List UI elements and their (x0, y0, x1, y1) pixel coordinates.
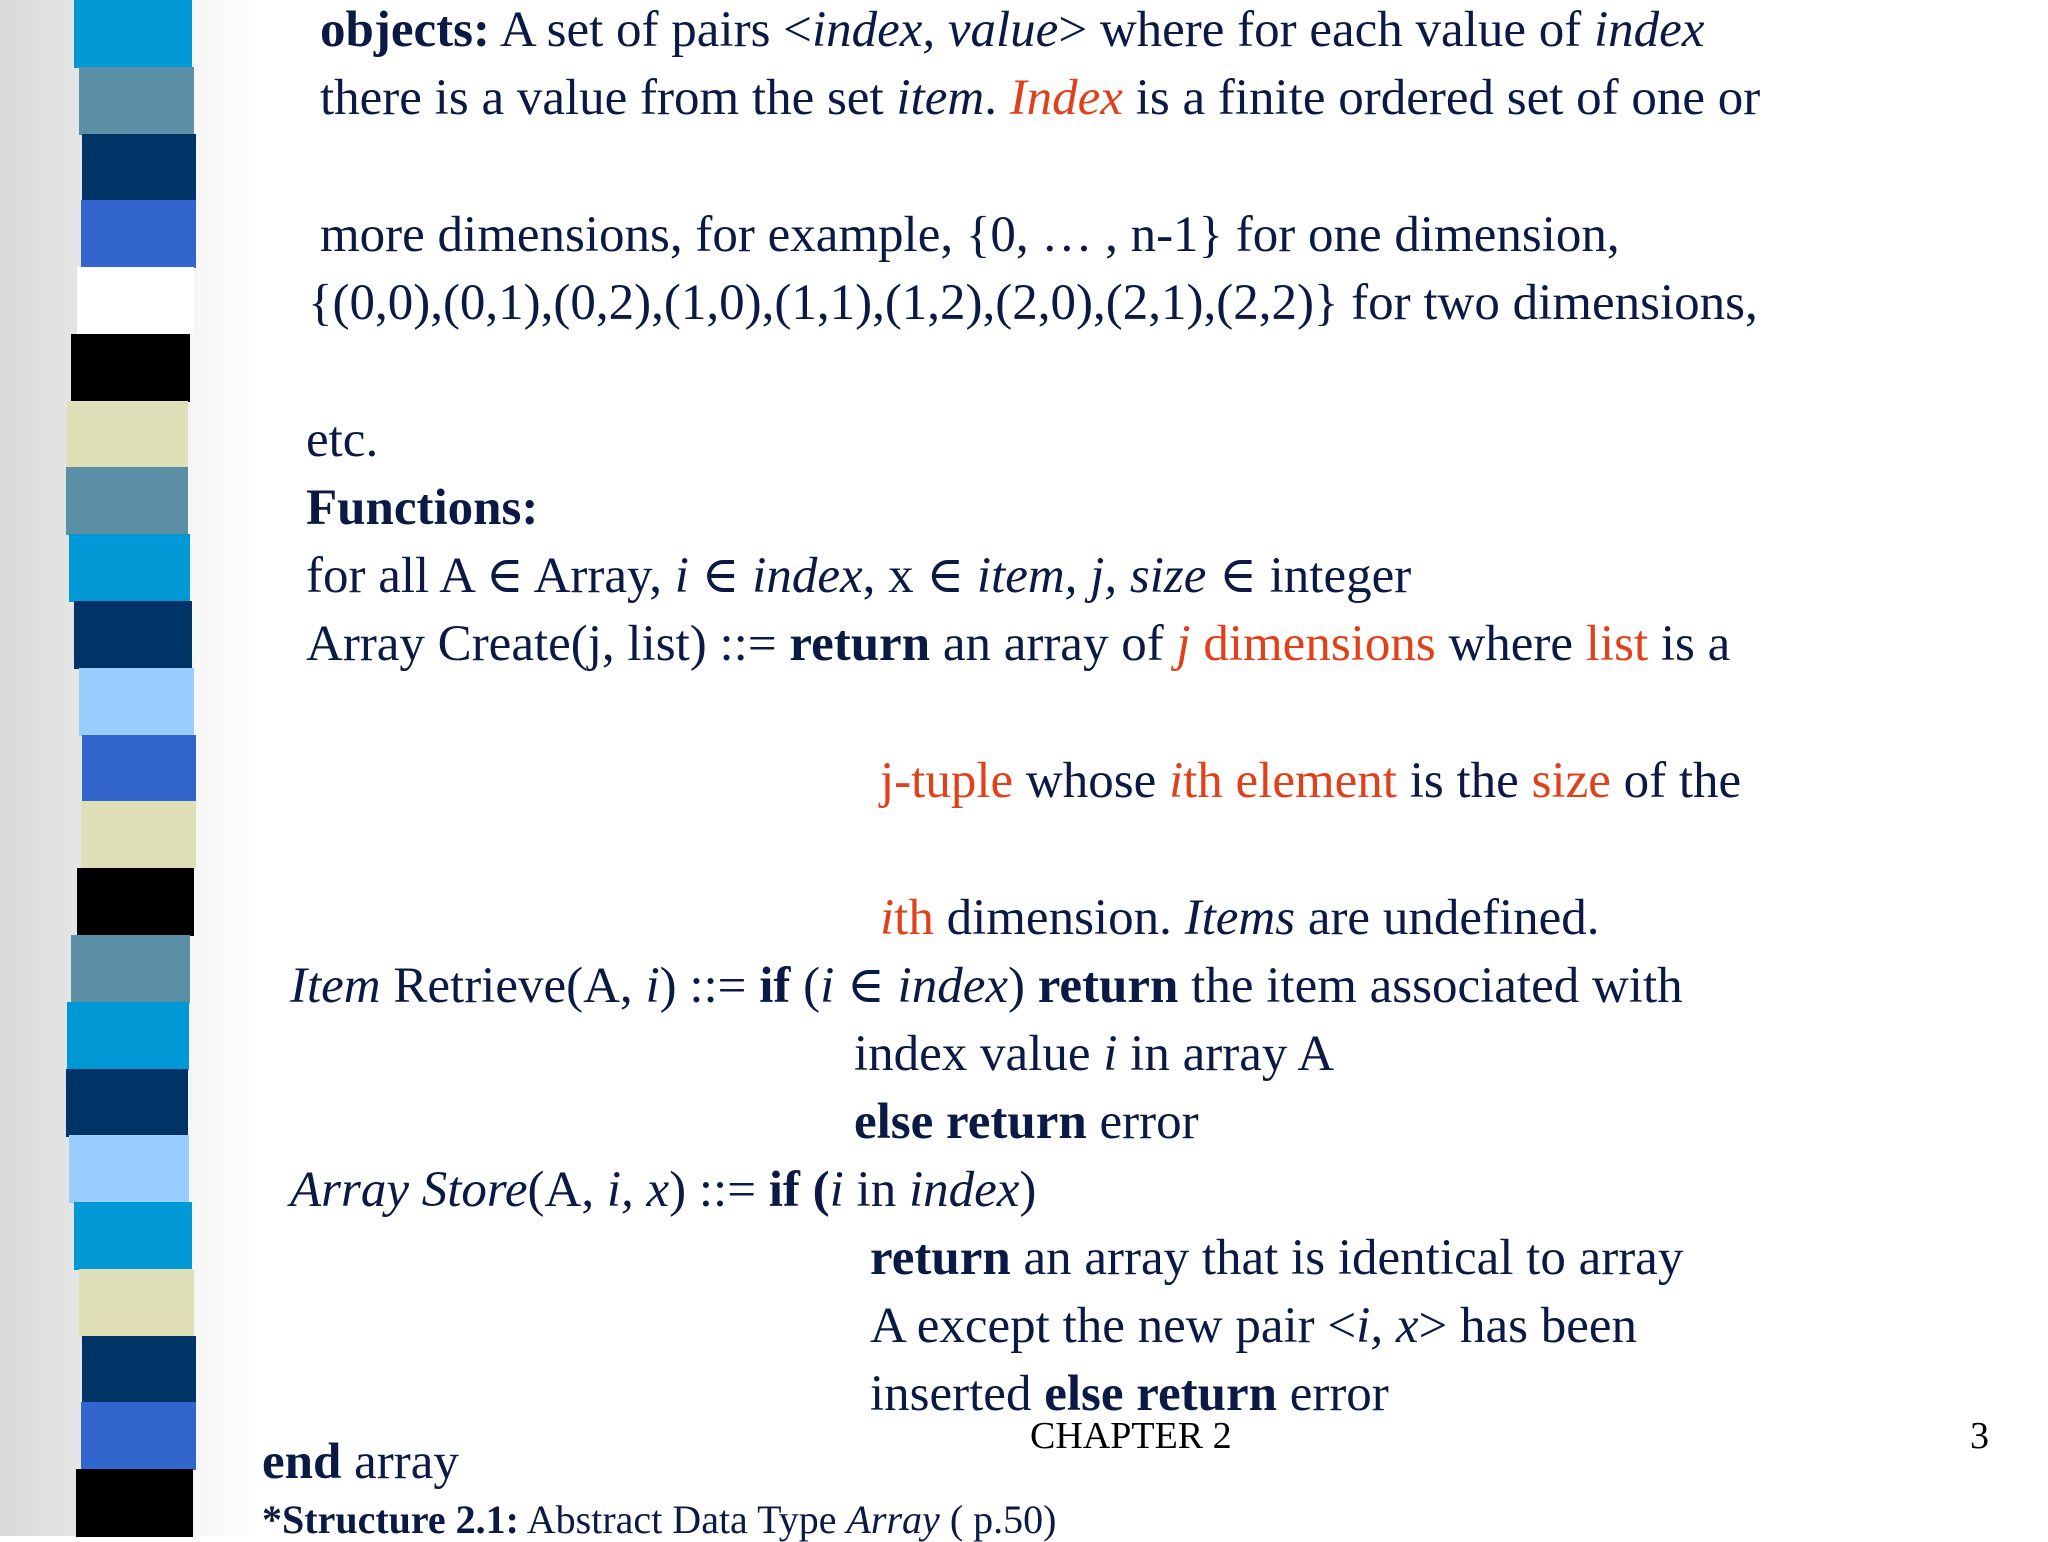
text-run: in (843, 1162, 909, 1218)
text-run: list (1585, 616, 1649, 672)
stripe-segment (82, 735, 196, 803)
text-run: j (1176, 616, 1191, 672)
text-run: > has been (1418, 1298, 1638, 1354)
text-run: A except the new pair < (870, 1298, 1357, 1354)
text-run: end (262, 1434, 342, 1490)
text-run: i (820, 958, 835, 1014)
text-run: of the (1610, 753, 1742, 809)
text-run: ( (790, 958, 821, 1014)
array-store-line-3 (870, 1296, 1637, 1356)
stripe-segment (66, 1069, 188, 1137)
text-run: ∈ (834, 958, 898, 1014)
stripe-segment (67, 1002, 189, 1070)
objects-line-5 (306, 410, 378, 470)
text-run: index (897, 958, 1008, 1014)
item-retrieve-line-2 (854, 1024, 1334, 1084)
text-run: Retrieve(A, (380, 958, 646, 1014)
text-run: i (829, 1162, 844, 1218)
objects-line-1 (320, 0, 1704, 60)
for-all-line (306, 546, 1411, 606)
stripe-segment (82, 1336, 196, 1404)
text-run: where (1435, 616, 1586, 672)
text-run: > where for each value of (1058, 2, 1594, 58)
text-run: i (880, 890, 895, 946)
text-run: Index (1009, 70, 1123, 126)
text-run: size (1531, 753, 1611, 809)
functions-heading (306, 478, 538, 538)
stripe-segment (81, 1402, 196, 1470)
text-run: Array (846, 1497, 940, 1542)
array-store-line-1 (290, 1160, 1036, 1220)
text-run: Item (290, 958, 381, 1014)
text-run: Array Store (290, 1162, 528, 1218)
stripe-segment (77, 868, 194, 936)
text-run: an array of (930, 616, 1177, 672)
text-run: , x ∈ (862, 548, 977, 604)
page-number: 3 (1970, 1415, 1989, 1457)
stripe-segment (74, 601, 192, 669)
decorative-stripe-bar (0, 0, 260, 1536)
end-array-line (262, 1432, 459, 1492)
text-run: i (645, 958, 660, 1014)
stripe-segment (66, 467, 188, 535)
stripe-segment (76, 1469, 193, 1537)
text-run: i (1103, 1026, 1118, 1082)
stripe-segment (69, 1135, 189, 1203)
text-run: *Structure 2.1: (262, 1497, 519, 1542)
text-run: array (341, 1434, 459, 1490)
text-run: etc. (306, 412, 379, 468)
text-run: is a finite ordered set of one or (1122, 70, 1761, 126)
text-run: if ( (768, 1162, 830, 1218)
text-run: whose (1013, 753, 1169, 809)
text-run: index, value (811, 2, 1059, 58)
text-run: ) (1007, 958, 1038, 1014)
text-run: i, x (1356, 1298, 1419, 1354)
text-run: j-tuple (880, 753, 1014, 809)
text-run: i, x (606, 1162, 670, 1218)
text-run: return (1037, 958, 1179, 1014)
stripe-segment (79, 1269, 194, 1337)
stripe-segment (74, 1202, 192, 1270)
text-run: A set of pairs < (489, 2, 812, 58)
text-run: Array Create(j, list) ::= (306, 616, 790, 672)
stripe-segment (71, 334, 190, 402)
item-retrieve-line-3 (854, 1092, 1199, 1152)
text-run: Functions: (306, 480, 539, 536)
stripe-segment (69, 534, 190, 602)
objects-line-4 (308, 273, 1758, 333)
text-run: ( p.50) (939, 1497, 1057, 1542)
text-run: are undefined. (1295, 890, 1600, 946)
stripe-segment (81, 801, 196, 869)
text-run: return (789, 616, 931, 672)
text-run: ) (1019, 1162, 1037, 1218)
stripe-segment (81, 200, 196, 268)
text-run: the item associated with (1178, 958, 1683, 1014)
text-run: item, j, size (976, 548, 1207, 604)
text-run: ∈ (688, 548, 753, 604)
text-run: else return (854, 1094, 1087, 1150)
text-run: more dimensions, for example, {0, … , n-1} for one dimension, (320, 207, 1620, 263)
stripe-segment (74, 0, 192, 68)
text-run: for all A ∈ Array, (306, 548, 675, 604)
text-run: th (894, 890, 934, 946)
text-run: there is a value from the set (320, 70, 897, 126)
text-run: ) ::= (669, 1162, 769, 1218)
stripe-segment (82, 134, 196, 202)
text-run: dimensions (1190, 616, 1436, 672)
text-run: ) ::= (659, 958, 760, 1014)
chapter-label: CHAPTER 2 (1030, 1415, 1232, 1457)
text-run: return (870, 1230, 1011, 1286)
text-run: (A, (527, 1162, 607, 1218)
stripe-segment (79, 67, 194, 135)
text-run: {(0,0),(0,1),(0,2),(1,0),(1,1),(1,2),(2,0),(2,1),(2,2)} for two dimensions, (308, 275, 1758, 331)
stripe-segment (79, 668, 194, 736)
text-run: index (1593, 2, 1705, 58)
text-run: index (752, 548, 863, 604)
text-run: inserted (870, 1366, 1045, 1422)
structure-caption (262, 1498, 1056, 1542)
array-create-line-2 (880, 751, 1741, 811)
text-run: index value (854, 1026, 1104, 1082)
text-run: an array that is identical to array (1010, 1230, 1684, 1286)
text-run: index (908, 1162, 1020, 1218)
text-run: is the (1396, 753, 1532, 809)
text-run: ∈ integer (1206, 548, 1412, 604)
text-run: i (674, 548, 689, 604)
text-run: objects: (320, 2, 490, 58)
text-run: is a (1648, 616, 1731, 672)
text-run: item (896, 70, 985, 126)
objects-line-3 (320, 205, 1620, 265)
objects-line-2 (320, 68, 1760, 128)
array-create-line-3 (880, 888, 1600, 948)
text-run: . (984, 70, 1010, 126)
text-run: dimension. (933, 890, 1185, 946)
array-store-line-2 (870, 1228, 1683, 1288)
item-retrieve-line-1 (290, 956, 1683, 1016)
array-create-line-1 (306, 614, 1730, 674)
text-run: error (1276, 1366, 1389, 1422)
text-run: else return (1044, 1366, 1277, 1422)
text-run: Abstract Data Type (519, 1497, 847, 1542)
text-run: i (1168, 753, 1184, 809)
stripe-segment (71, 935, 190, 1003)
stripe-segment (77, 267, 194, 335)
text-run: if (759, 958, 791, 1014)
text-run: th element (1183, 753, 1397, 809)
text-run: error (1086, 1094, 1199, 1150)
text-run: in array A (1117, 1026, 1335, 1082)
stripe-segment (67, 401, 188, 469)
text-run: Items (1184, 890, 1296, 946)
